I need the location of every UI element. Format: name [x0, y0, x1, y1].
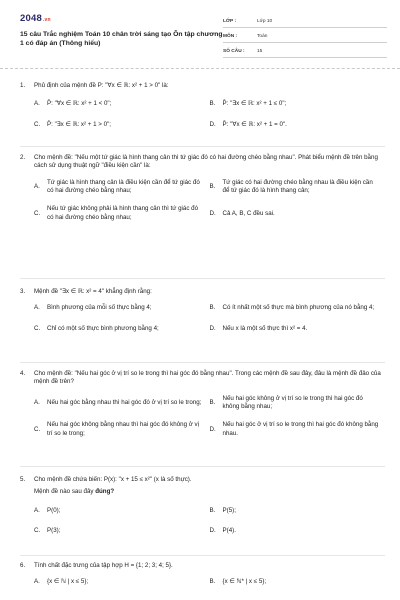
question-2: 2. Cho mệnh đề: "Nếu một tứ giác là hình thang cân thì tứ giác đó có hai đường chéo bằng nhau". Phát biểu mệnh đề trên bằng cách sử dụng thuật ngữ "điều kiện cần" là: A. Tứ giác là hình thang cân là điều kiện cần để tứ giác đó có hai đường chéo bằng nhau; B. Tứ giác có hai đường chéo bằng nhau là điều kiện cần để tứ giác đó là hình thang cân; C. Nếu tứ giác không phải là hình thang cân thì tứ giác đó có hai đường chéo bằng nhau; D. Cả A, B, C đều sai.	[20, 154, 385, 222]
document-title: 15 câu Trắc nghiệm Toán 10 chân trời sáng tạo Ôn tập chương 1 có đáp án (Thông hiểu)	[20, 31, 223, 48]
option-a[interactable]: A. {x ∈ ℕ | x ≤ 5};	[34, 578, 89, 586]
option-d[interactable]: D. P̄: "∀x ∈ ℝ: x² + 1 = 0".	[209, 120, 287, 128]
option-d[interactable]: D. Nếu hai góc ở vị trí so le trong thì hai góc đó không bằng nhau.	[209, 421, 379, 437]
option-a[interactable]: A. P(0);	[34, 506, 61, 514]
question-5: 5. Cho mệnh đề chứa biến: P(x): "x + 15 ≤ x²" (x là số thực). Mệnh đề nào sau đây đúng? A. P(0); B. P(5); C. P(3); D. P(4).	[20, 476, 385, 535]
question-3: 3. Mệnh đề "∃x ∈ ℝ: x² = 4" khẳng định rằng: A. Bình phương của mỗi số thực bằng 4; B. Có ít nhất một số thực mà bình phương của nó bằng 4; C. Chỉ có một số thực bình phương bằng 4; D. Nếu x là một số thực thì x² = 4.	[20, 288, 385, 333]
option-a[interactable]: A. Nếu hai góc bằng nhau thì hai góc đó ở vị trí so le trong;	[34, 398, 202, 406]
option-b[interactable]: B. P̄: "∃x ∈ ℝ: x² + 1 ≤ 0";	[209, 100, 287, 108]
question-separator	[20, 362, 385, 363]
option-d[interactable]: D. P(4).	[209, 527, 236, 535]
option-c[interactable]: C. P̄: "∃x ∈ ℝ: x² + 1 > 0";	[34, 120, 111, 128]
question-prompt: Mệnh đề nào sau đây đúng?	[34, 488, 115, 496]
option-d[interactable]: D. Cả A, B, C đều sai.	[209, 209, 275, 217]
question-text: Phủ định của mệnh đề P: "∀x ∈ ℝ: x² + 1 > 0" là:	[34, 82, 169, 89]
question-separator	[20, 555, 385, 556]
option-d[interactable]: D. Nếu x là một số thực thì x² = 4.	[209, 324, 308, 332]
meta-class: LỚP : Lớp 10	[223, 13, 387, 28]
option-c[interactable]: C. Nếu tứ giác không phải là hình thang cân thì tứ giác đó có hai đường chéo bằng nhau;	[34, 205, 199, 221]
question-4: 4. Cho mệnh đề: "Nếu hai góc ở vị trí so le trong thì hai góc đó bằng nhau". Trong các mệnh đề sau đây, đâu là mệnh đề đảo của mệnh đề trên? A. Nếu hai góc bằng nhau thì hai góc đó ở vị trí so le trong; B. Nếu hai góc không ở vị trí so le trong thì hai góc đó không bằng nhau; C. Nếu hai góc không bằng nhau thì hai góc đó không ở vị trí so le trong; D. Nếu hai góc ở vị trí so le trong thì hai góc đó không bằng nhau.	[20, 370, 385, 438]
option-b[interactable]: B. Tứ giác có hai đường chéo bằng nhau là điều kiện cần để tứ giác đó là hình thang cân;	[209, 178, 373, 195]
meta-subject: MÔN : Toán	[223, 28, 387, 43]
question-separator	[20, 278, 385, 279]
option-c[interactable]: C. Chỉ có một số thực bình phương bằng 4;	[34, 324, 159, 332]
option-b[interactable]: B. {x ∈ ℕ* | x ≤ 5};	[209, 578, 267, 586]
document-meta	[223, 13, 387, 58]
meta-question-count: SỐ CÂU : 15	[223, 43, 387, 58]
option-b[interactable]: B. Có ít nhất một số thực mà bình phương của nó bằng 4;	[209, 304, 375, 312]
question-text: Cho mệnh đề: "Nếu một tứ giác là hình thang cân thì tứ giác đó có hai đường chéo bằng nhau". Phát biểu mệnh đề trên bằng cách sử dụng thuật ngữ "điều kiện cần" là:	[34, 154, 378, 170]
document-header	[0, 0, 400, 64]
question-separator	[20, 466, 385, 467]
option-c[interactable]: C. Nếu hai góc không bằng nhau thì hai góc đó không ở vị trí so le trong;	[34, 421, 199, 437]
option-b[interactable]: B. Nếu hai góc không ở vị trí so le trong thì hai góc đó không bằng nhau;	[209, 394, 363, 411]
option-b[interactable]: B. P(5);	[209, 506, 236, 514]
question-1: 1. Phủ định của mệnh đề P: "∀x ∈ ℝ: x² + 1 > 0" là: A. P̄: "∀x ∈ ℝ: x² + 1 < 0"; B. P̄: "∃x ∈ ℝ: x² + 1 ≤ 0"; C. P̄: "∃x ∈ ℝ: x² + 1 > 0"; D. P̄: "∀x ∈ ℝ: x² + 1 = 0".	[20, 82, 385, 129]
question-separator	[20, 146, 385, 147]
question-text: Cho mệnh đề chứa biến: P(x): "x + 15 ≤ x²" (x là số thực).	[34, 476, 192, 483]
option-a[interactable]: A. P̄: "∀x ∈ ℝ: x² + 1 < 0";	[34, 100, 112, 108]
question-text: Tính chất đặc trưng của tập hợp H = {1; 2; 3; 4; 5}.	[34, 562, 173, 569]
option-a[interactable]: A. Tứ giác là hình thang cân là điều kiện cần để tứ giác đó có hai đường chéo bằng nhau;	[34, 178, 200, 195]
question-text: Mệnh đề "∃x ∈ ℝ: x² = 4" khẳng định rằng:	[34, 288, 152, 295]
option-c[interactable]: C. P(3);	[34, 527, 61, 535]
header-divider	[0, 68, 400, 69]
site-logo[interactable]: 2048.vn	[20, 13, 51, 24]
option-a[interactable]: A. Bình phương của mỗi số thực bằng 4;	[34, 304, 152, 312]
question-text: Cho mệnh đề: "Nếu hai góc ở vị trí so le trong thì hai góc đó bằng nhau". Trong các mệnh đề sau đây, đâu là mệnh đề đảo của mệnh đề trên?	[34, 370, 381, 386]
question-6: 6. Tính chất đặc trưng của tập hợp H = {1; 2; 3; 4; 5}. A. {x ∈ ℕ | x ≤ 5}; B. {x ∈ ℕ* | x ≤ 5};	[20, 562, 385, 587]
